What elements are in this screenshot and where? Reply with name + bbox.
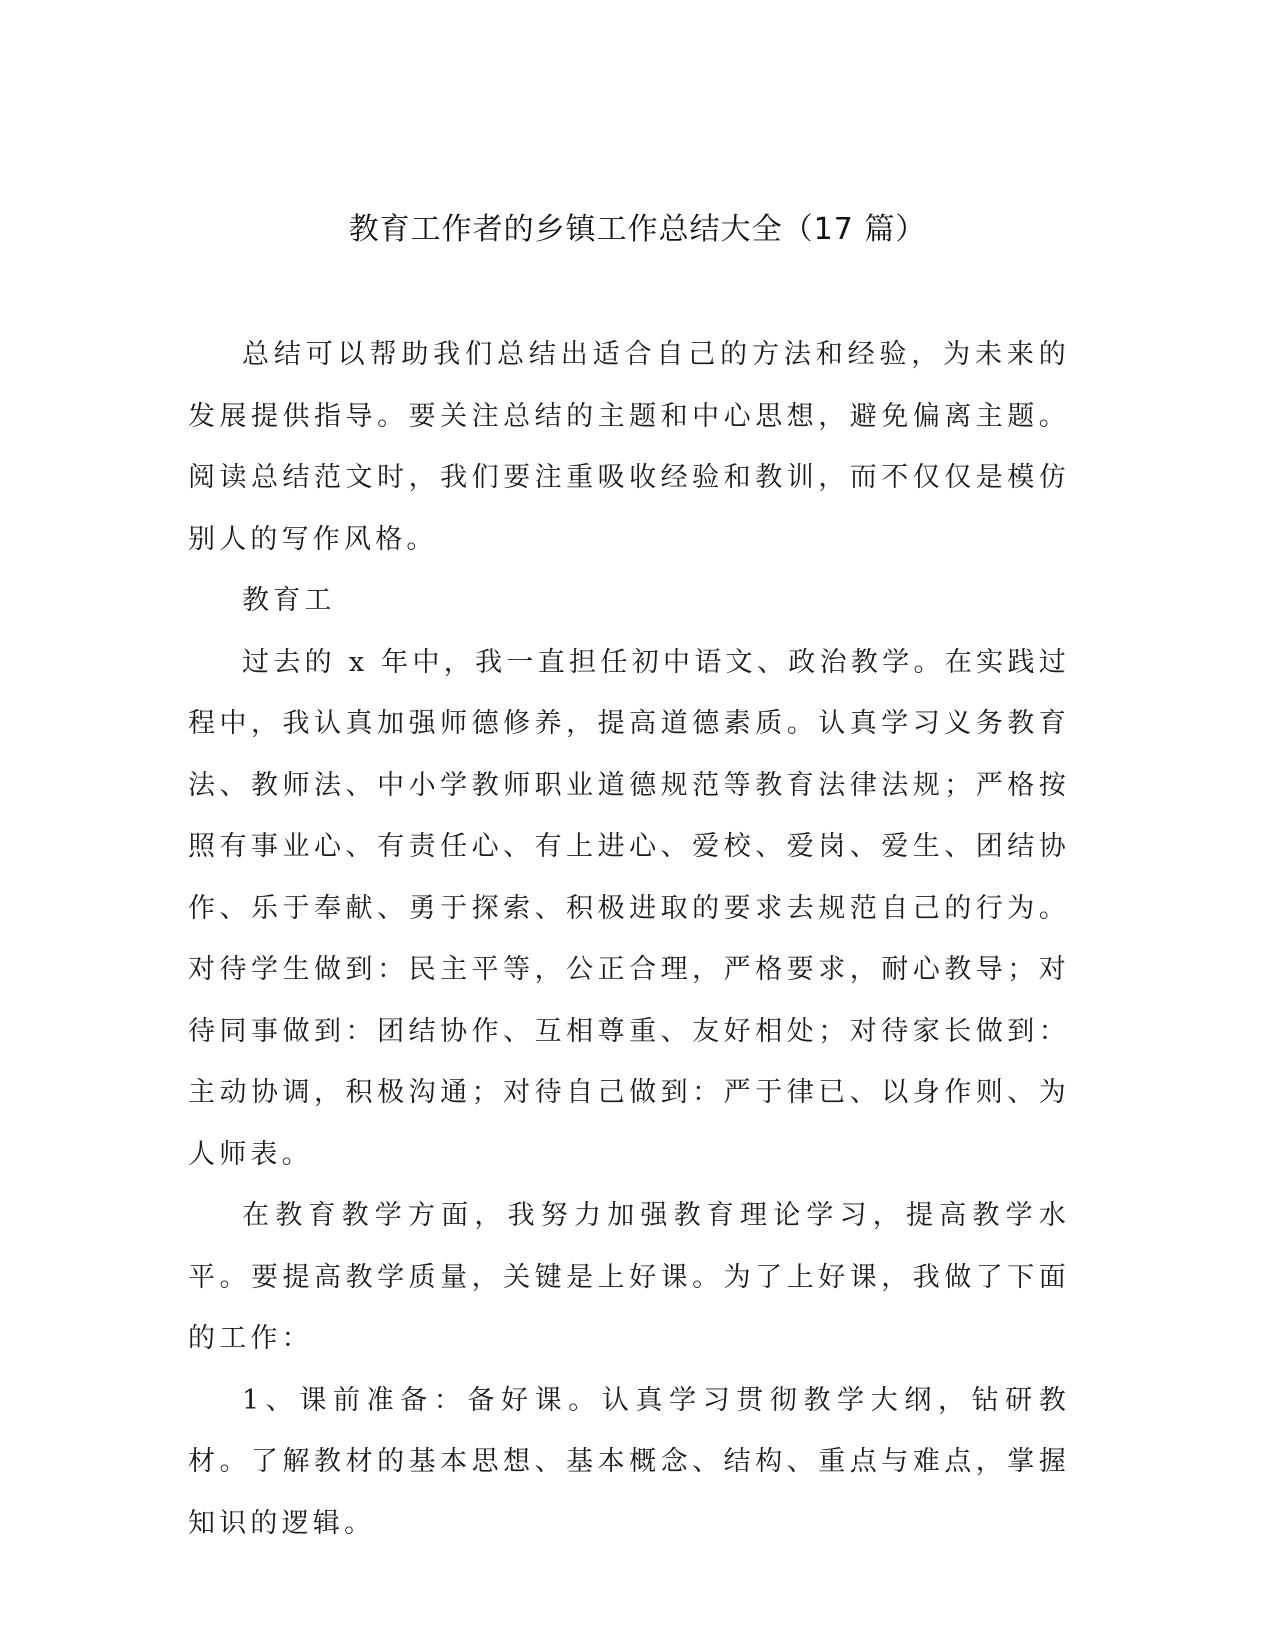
paragraph-preparation: 1、课前准备：备好课。认真学习贯彻教学大纲，钻研教材。了解教材的基本思想、基本概念、结构、重点与难点，掌握知识的逻辑。 — [188, 1384, 1070, 1539]
paragraph-heading: 教育工 — [242, 585, 336, 616]
paragraph-intro: 总结可以帮助我们总结出适合自己的方法和经验，为未来的发展提供指导。要关注总结的主题和中心思想，避免偏离主题。阅读总结范文时，我们要注重吸收经验和教训，而不仅仅是模仿别人的写作风格。 — [188, 339, 1070, 555]
paragraph-ethics: 过去的 x 年中，我一直担任初中语文、政治教学。在实践过程中，我认真加强师德修养，提高道德素质。认真学习义务教育法、教师法、中小学教师职业道德规范等教育法律法规；严格按照有事业心、有责任心、有上进心、爱校、爱岗、爱生、团结协作、乐于奉献、勇于探索、积极进取的要求去规范自己的行为。对待学生做到：民主平等，公正合理，严格要求，耐心教导；对待同事做到：团结协作、互相尊重、友好相处；对待家长做到：主动协调，积极沟通；对待自己做到：严于律已、以身作则、为人师表。 — [188, 646, 1070, 1170]
paragraph-teaching: 在教育教学方面，我努力加强教育理论学习，提高教学水平。要提高教学质量，关键是上好课。为了上好课，我做了下面的工作： — [188, 1200, 1070, 1354]
document-title: 教育工作者的乡镇工作总结大全（17 篇） — [348, 212, 927, 247]
document-body — [188, 324, 1070, 1554]
